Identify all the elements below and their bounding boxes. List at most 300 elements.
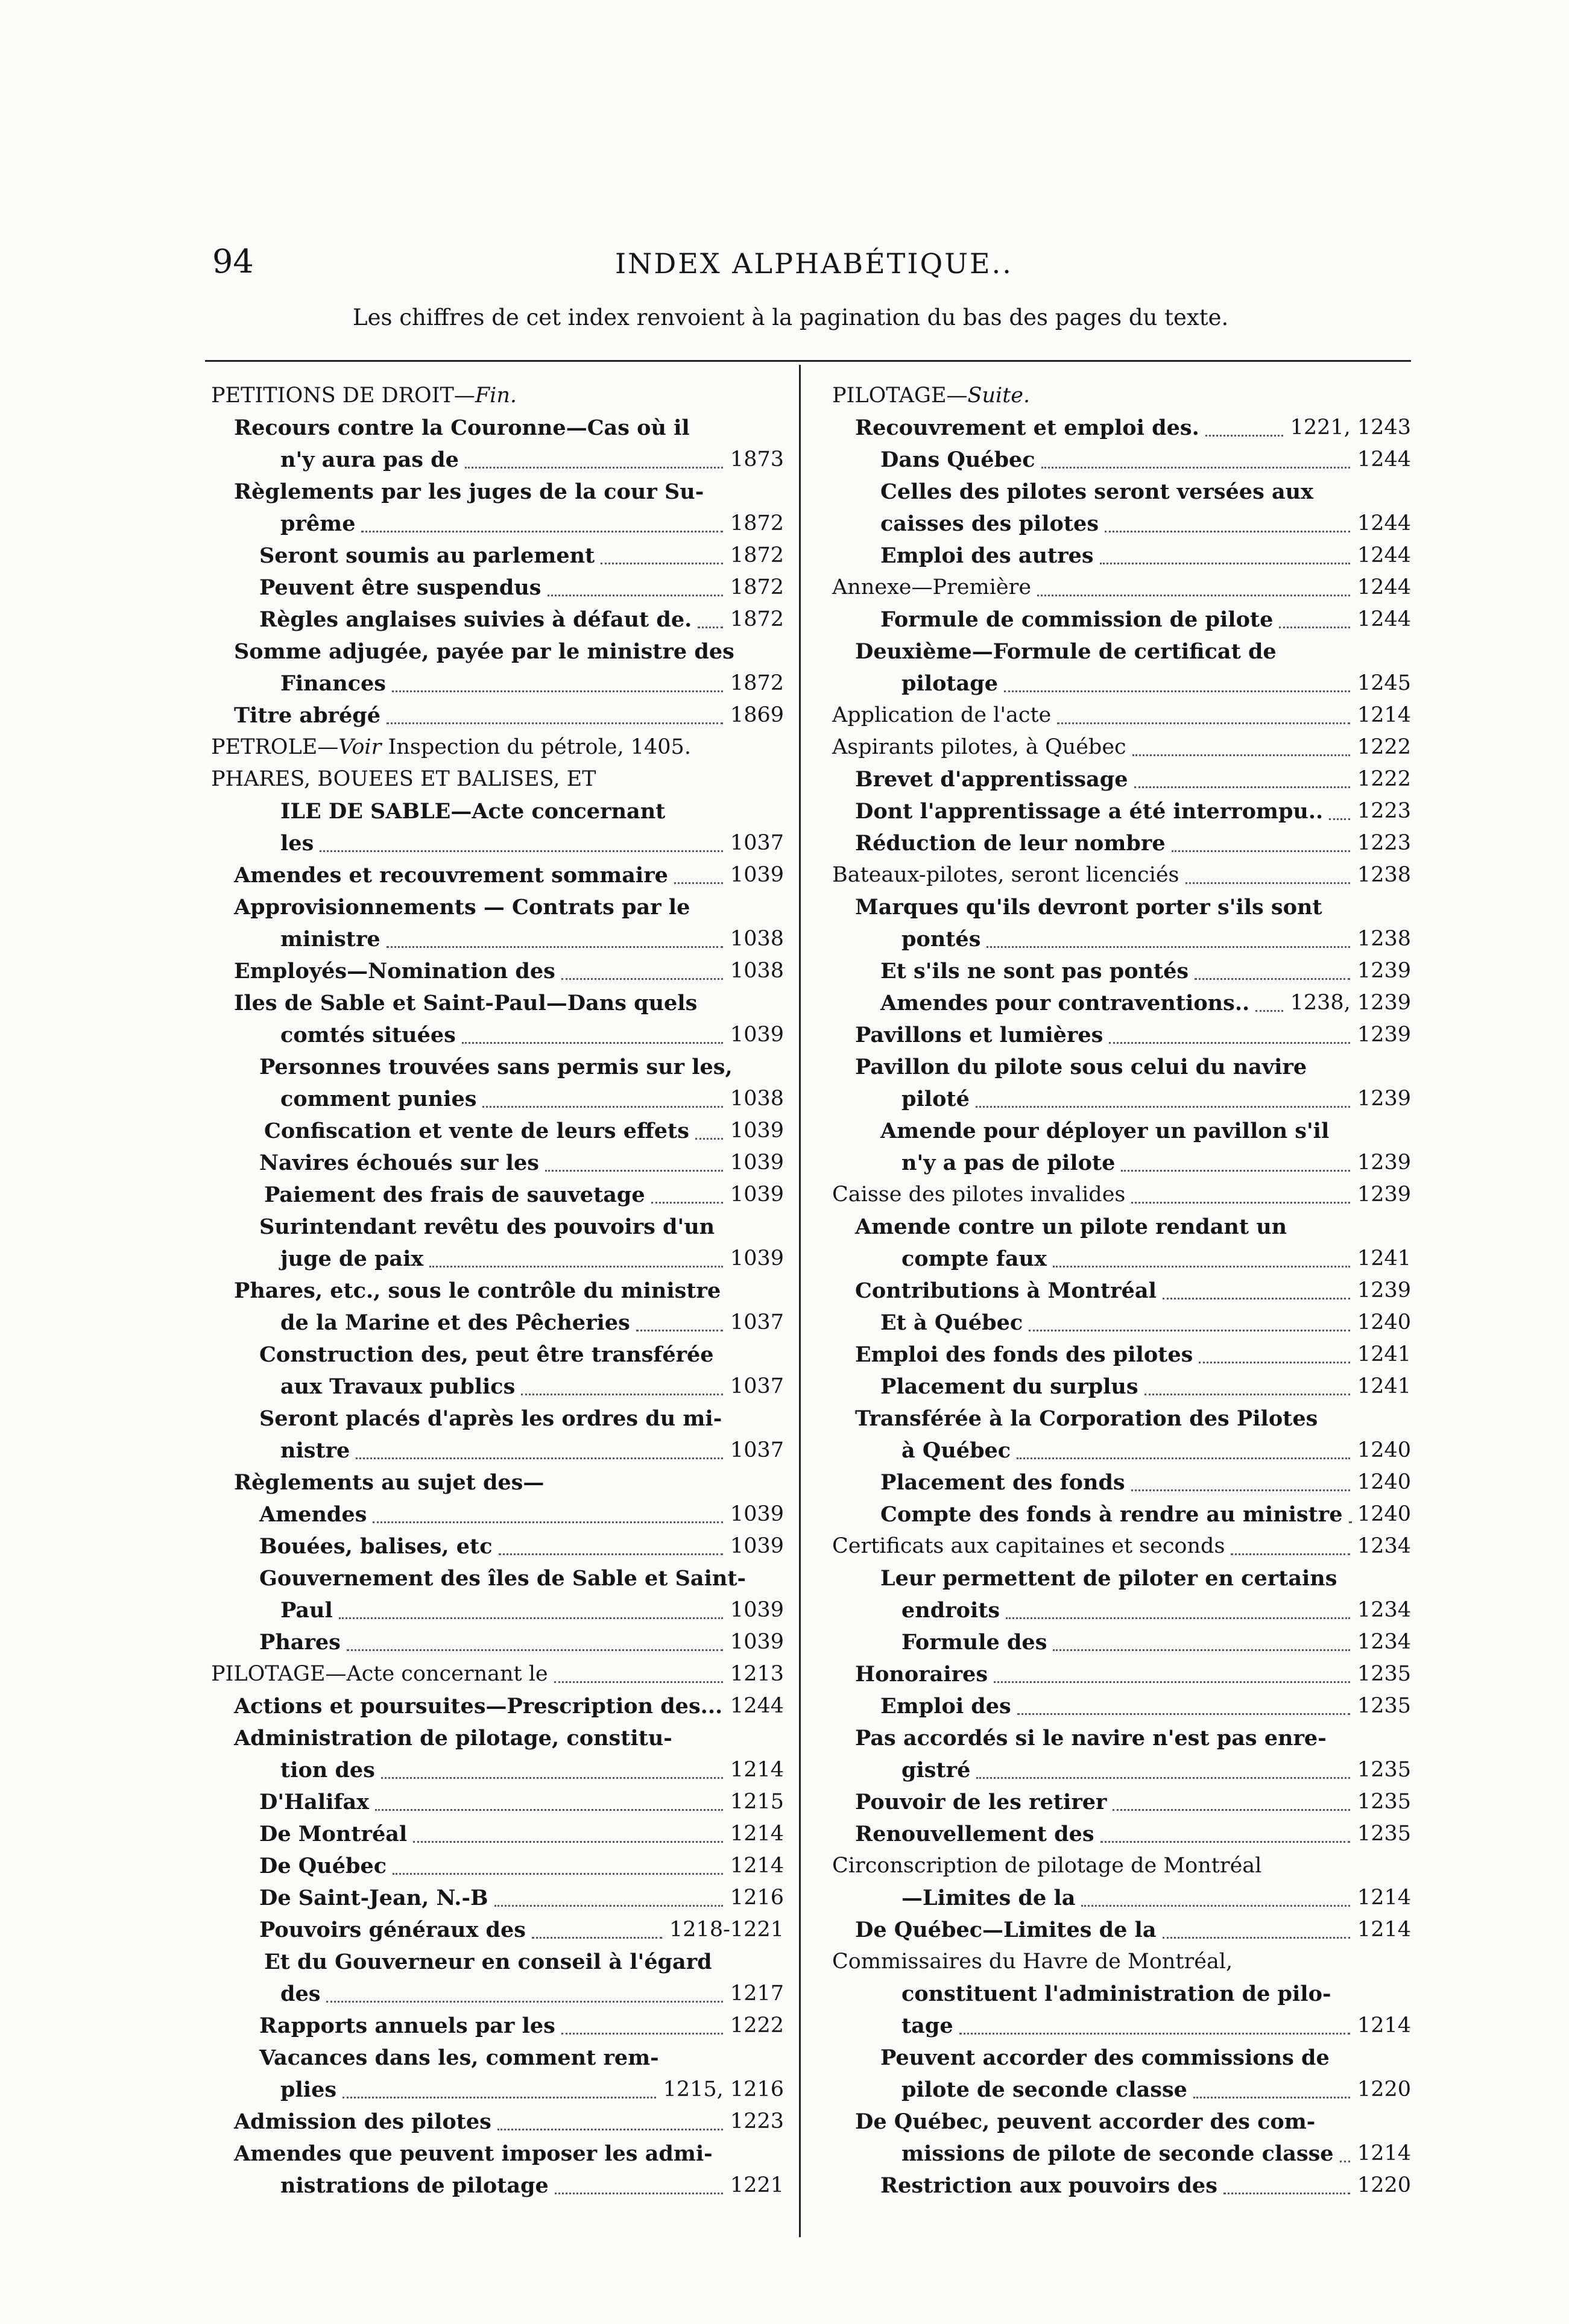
entry-text: nistre bbox=[280, 1438, 350, 1463]
index-entry bbox=[211, 2010, 784, 2042]
entry-text-part: Inspection du pétrole, 1405. bbox=[381, 735, 691, 759]
index-entry bbox=[832, 955, 1411, 987]
index-entry bbox=[832, 2170, 1411, 2202]
page-reference: 1216 bbox=[730, 1886, 784, 1910]
index-entry bbox=[832, 1403, 1411, 1435]
entry-text: Surintendant revêtu des pouvoirs d'un bbox=[259, 1214, 715, 1239]
index-entry bbox=[211, 508, 784, 540]
page-reference: 1218-1221 bbox=[669, 1918, 784, 1942]
page-number: 94 bbox=[212, 242, 254, 280]
dot-leader bbox=[339, 1594, 723, 1619]
entry-text: Phares bbox=[259, 1630, 341, 1655]
entry-text: Seront placés d'après les ordres du mi- bbox=[259, 1406, 722, 1431]
dot-leader bbox=[465, 444, 723, 469]
entry-text: Navires échoués sur les bbox=[259, 1151, 539, 1175]
dot-leader bbox=[499, 1530, 723, 1555]
dot-leader bbox=[521, 1371, 723, 1395]
entry-text: n'y aura pas de bbox=[280, 447, 459, 472]
entry-text: De Québec, peuvent accorder des com- bbox=[855, 2109, 1316, 2134]
dot-leader bbox=[1053, 1243, 1350, 1268]
entry-text-part: PETROLE— bbox=[211, 735, 339, 759]
index-entry bbox=[832, 1083, 1411, 1115]
entry-text: Emploi des autres bbox=[880, 543, 1094, 568]
index-entry bbox=[211, 891, 784, 923]
index-entry bbox=[832, 1498, 1411, 1530]
page-reference: 1238 bbox=[1357, 927, 1411, 951]
page-reference: 1220 bbox=[1357, 2173, 1411, 2197]
page-reference: 1240 bbox=[1357, 1470, 1411, 1494]
entry-text: Confiscation et vente de leurs effets bbox=[264, 1119, 689, 1143]
page-reference: 1869 bbox=[730, 703, 784, 727]
entry-text: Amendes et recouvrement sommaire bbox=[234, 863, 668, 888]
dot-leader bbox=[1100, 540, 1350, 564]
index-entry bbox=[211, 1946, 784, 1978]
index-entry bbox=[211, 1626, 784, 1658]
entry-text: Celles des pilotes seront versées aux bbox=[880, 479, 1313, 504]
index-entry bbox=[211, 1403, 784, 1435]
index-entry bbox=[211, 1115, 784, 1147]
entry-text: Emploi des bbox=[880, 1694, 1011, 1719]
dot-leader bbox=[1105, 508, 1350, 532]
page-reference: 1039 bbox=[730, 1119, 784, 1143]
entry-text: Dont l'apprentissage a été interrompu.. bbox=[855, 799, 1324, 824]
index-entry bbox=[211, 1371, 784, 1403]
entry-text: Pavillons et lumières bbox=[855, 1023, 1103, 1047]
entry-text: Somme adjugée, payée par le ministre des bbox=[234, 639, 734, 664]
page-reference: 1038 bbox=[730, 959, 784, 983]
dot-leader bbox=[343, 2074, 656, 2098]
entry-text: Bateaux-pilotes, seront licenciés bbox=[832, 863, 1179, 887]
dot-leader bbox=[356, 1435, 723, 1459]
entry-text: constituent l'administration de pilo- bbox=[901, 1981, 1331, 2006]
dot-leader bbox=[1193, 2074, 1350, 2098]
index-entry bbox=[211, 1083, 784, 1115]
page-reference: 1239 bbox=[1357, 1087, 1411, 1111]
entry-text bbox=[211, 380, 517, 412]
entry-text: Aspirants pilotes, à Québec bbox=[832, 735, 1126, 759]
entry-text: comtés situées bbox=[280, 1023, 456, 1047]
dot-leader bbox=[361, 508, 723, 532]
index-entry bbox=[832, 859, 1411, 891]
dot-leader bbox=[1131, 1179, 1350, 1204]
entry-text: pilotage bbox=[901, 671, 998, 696]
entry-text: Dans Québec bbox=[880, 447, 1035, 472]
entry-text: De Montréal bbox=[259, 1822, 408, 1846]
dot-leader bbox=[387, 923, 723, 948]
index-entry bbox=[832, 1690, 1411, 1722]
index-entry bbox=[211, 412, 784, 444]
page-reference: 1221 bbox=[730, 2173, 784, 2197]
running-title: INDEX ALPHABÉTIQUE.. bbox=[615, 247, 1013, 280]
dot-leader bbox=[698, 604, 723, 628]
index-entry bbox=[211, 1978, 784, 2010]
page-reference: 1214 bbox=[730, 1822, 784, 1846]
entry-text: Emploi des fonds des pilotes bbox=[855, 1342, 1193, 1367]
entry-text: Règlements par les juges de la cour Su- bbox=[234, 479, 704, 504]
index-entry bbox=[832, 1051, 1411, 1083]
index-entry bbox=[832, 2074, 1411, 2106]
index-entry bbox=[832, 1339, 1411, 1371]
index-entry bbox=[832, 636, 1411, 668]
index-entry bbox=[832, 1914, 1411, 1946]
page-reference: 1038 bbox=[730, 1087, 784, 1111]
page-reference: 1214 bbox=[1357, 2013, 1411, 2038]
entry-text-part: PILOTAGE— bbox=[832, 384, 968, 408]
entry-text: Et à Québec bbox=[880, 1310, 1023, 1335]
dot-leader bbox=[1081, 1882, 1350, 1907]
entry-text: Recouvrement et emploi des. bbox=[855, 415, 1199, 440]
page-reference: 1235 bbox=[1357, 1662, 1411, 1686]
entry-text: des bbox=[280, 1981, 321, 2006]
page-reference: 1039 bbox=[730, 1151, 784, 1175]
page-reference: 1240 bbox=[1357, 1310, 1411, 1334]
entry-text: missions de pilote de seconde classe bbox=[901, 2141, 1334, 2166]
entry-text: à Québec bbox=[901, 1438, 1011, 1463]
entry-text: Circonscription de pilotage de Montréal bbox=[832, 1854, 1262, 1878]
page-reference: 1039 bbox=[730, 1598, 784, 1622]
page-reference: 1213 bbox=[730, 1662, 784, 1686]
page-reference: 1872 bbox=[730, 575, 784, 599]
entry-text: Titre abrégé bbox=[234, 703, 381, 728]
entry-text bbox=[211, 731, 691, 763]
index-entry bbox=[832, 412, 1411, 444]
entry-text: Marques qu'ils devront porter s'ils sont bbox=[855, 895, 1322, 920]
dot-leader bbox=[636, 1307, 723, 1331]
index-entry bbox=[832, 795, 1411, 827]
dot-leader bbox=[1231, 1530, 1350, 1555]
page-reference: 1241 bbox=[1357, 1374, 1411, 1398]
entry-text: Amende pour déployer un pavillon s'il bbox=[880, 1119, 1330, 1143]
dot-leader bbox=[1349, 1498, 1350, 1523]
page-reference: 1873 bbox=[730, 447, 784, 472]
dot-leader bbox=[347, 1626, 723, 1651]
entry-text: Et s'ils ne sont pas pontés bbox=[880, 959, 1189, 984]
dot-leader bbox=[976, 1083, 1350, 1108]
index-entry bbox=[211, 1051, 784, 1083]
entry-text: Réduction de leur nombre bbox=[855, 831, 1166, 856]
index-entry bbox=[832, 476, 1411, 508]
page-reference: 1244 bbox=[1357, 543, 1411, 567]
page-reference: 1037 bbox=[730, 831, 784, 855]
index-entry bbox=[832, 668, 1411, 699]
entry-text-part: Voir bbox=[338, 735, 382, 759]
page-reference: 1238 bbox=[1357, 863, 1411, 887]
dot-leader bbox=[554, 1658, 723, 1683]
dot-leader bbox=[373, 1498, 723, 1523]
index-entry bbox=[211, 572, 784, 604]
index-entry bbox=[211, 604, 784, 636]
entry-text: Approvisionnements — Contrats par le bbox=[234, 895, 690, 920]
index-entry bbox=[211, 1275, 784, 1307]
dot-leader bbox=[561, 955, 723, 980]
entry-text: Amendes bbox=[259, 1502, 367, 1527]
dot-leader bbox=[976, 1754, 1350, 1779]
page-reference: 1234 bbox=[1357, 1598, 1411, 1622]
dot-leader bbox=[1121, 1147, 1350, 1172]
dot-leader bbox=[1223, 2170, 1350, 2194]
page-reference: 1214 bbox=[1357, 1886, 1411, 1910]
entry-text: pontés bbox=[901, 927, 981, 952]
page-reference: 1244 bbox=[730, 1694, 784, 1718]
index-entry bbox=[832, 763, 1411, 795]
page-reference: 1872 bbox=[730, 671, 784, 695]
index-entry bbox=[832, 1371, 1411, 1403]
index-entry bbox=[211, 1882, 784, 1914]
page-reference: 1234 bbox=[1357, 1534, 1411, 1558]
index-entry bbox=[211, 476, 784, 508]
dot-leader bbox=[1029, 1307, 1350, 1331]
index-entry bbox=[211, 1530, 784, 1562]
page-reference: 1039 bbox=[730, 1502, 784, 1526]
index-entry bbox=[832, 1850, 1411, 1882]
dot-leader bbox=[1037, 572, 1350, 596]
index-entry bbox=[211, 2106, 784, 2138]
index-note: Les chiffres de cet index renvoient à la pagination du bas des pages du texte. bbox=[353, 305, 1229, 330]
dot-leader bbox=[1279, 604, 1350, 628]
index-entry bbox=[211, 731, 784, 763]
entry-text: Règles anglaises suivies à défaut de. bbox=[259, 607, 692, 632]
entry-text: Pavillon du pilote sous celui du navire bbox=[855, 1055, 1307, 1079]
dot-leader bbox=[1199, 1339, 1350, 1363]
page-reference: 1221, 1243 bbox=[1290, 415, 1411, 440]
index-entry bbox=[211, 795, 784, 827]
entry-text: Leur permettent de piloter en certains bbox=[880, 1566, 1337, 1591]
entry-text: D'Halifax bbox=[259, 1790, 370, 1814]
page-reference: 1241 bbox=[1357, 1342, 1411, 1366]
index-entry bbox=[832, 1307, 1411, 1339]
dot-leader bbox=[387, 699, 723, 724]
entry-text: Amende contre un pilote rendant un bbox=[855, 1214, 1287, 1239]
page-reference: 1214 bbox=[1357, 2141, 1411, 2165]
index-entry bbox=[211, 1914, 784, 1946]
dot-leader bbox=[429, 1243, 723, 1268]
page-reference: 1240 bbox=[1357, 1438, 1411, 1462]
entry-text: Annexe—Première bbox=[832, 575, 1032, 599]
entry-text: juge de paix bbox=[280, 1246, 424, 1271]
entry-text: Amendes que peuvent imposer les admi- bbox=[234, 2141, 713, 2166]
page-reference: 1241 bbox=[1357, 1246, 1411, 1271]
dot-leader bbox=[1144, 1371, 1350, 1395]
entry-text: Et du Gouverneur en conseil à l'égard bbox=[264, 1950, 712, 1974]
entry-text-part: PETITIONS DE DROIT— bbox=[211, 384, 475, 408]
entry-text: tage bbox=[901, 2013, 953, 2038]
dot-leader bbox=[497, 2106, 723, 2130]
index-entry bbox=[832, 2042, 1411, 2074]
index-entry bbox=[832, 1594, 1411, 1626]
index-entry bbox=[832, 731, 1411, 763]
entry-text: —Limites de la bbox=[901, 1886, 1076, 1910]
page-reference: 1037 bbox=[730, 1438, 784, 1462]
page-reference: 1872 bbox=[730, 607, 784, 631]
page-reference: 1872 bbox=[730, 511, 784, 535]
dot-leader bbox=[1100, 1818, 1350, 1843]
page-reference: 1222 bbox=[1357, 735, 1411, 759]
entry-text: Commissaires du Havre de Montréal, bbox=[832, 1950, 1233, 1974]
entry-text: comment punies bbox=[280, 1087, 477, 1111]
dot-leader bbox=[1041, 444, 1350, 469]
index-entry bbox=[211, 2042, 784, 2074]
entry-text: De Québec bbox=[259, 1854, 387, 1878]
index-entry bbox=[211, 444, 784, 476]
entry-text: PILOTAGE—Acte concernant le bbox=[211, 1662, 548, 1686]
index-entry bbox=[832, 1946, 1411, 1978]
entry-text: Caisse des pilotes invalides bbox=[832, 1183, 1126, 1207]
index-entry bbox=[832, 1275, 1411, 1307]
index-entry bbox=[211, 2074, 784, 2106]
index-entry bbox=[832, 1562, 1411, 1594]
index-entry bbox=[211, 668, 784, 699]
index-entry bbox=[211, 923, 784, 955]
index-entry bbox=[211, 2170, 784, 2202]
index-entry bbox=[211, 1786, 784, 1818]
entry-text: Deuxième—Formule de certificat de bbox=[855, 639, 1277, 664]
entry-text: n'y a pas de pilote bbox=[901, 1151, 1116, 1175]
index-entry bbox=[211, 1243, 784, 1275]
index-entry bbox=[832, 1147, 1411, 1179]
entry-text: Pouvoir de les retirer bbox=[855, 1790, 1107, 1814]
entry-text: de la Marine et des Pêcheries bbox=[280, 1310, 630, 1335]
page-reference: 1039 bbox=[730, 863, 784, 887]
page-reference: 1214 bbox=[730, 1758, 784, 1782]
entry-text: Actions et poursuites—Prescription des... bbox=[234, 1694, 723, 1719]
page-reference: 1038 bbox=[730, 927, 784, 951]
index-entry bbox=[832, 2106, 1411, 2138]
entry-text: Recours contre la Couronne—Cas où il bbox=[234, 415, 690, 440]
page-reference: 1244 bbox=[1357, 447, 1411, 472]
index-entry bbox=[832, 1019, 1411, 1051]
dot-leader bbox=[1113, 1786, 1350, 1811]
entry-text: Paiement des frais de sauvetage bbox=[264, 1183, 645, 1207]
page-reference: 1215, 1216 bbox=[663, 2077, 784, 2101]
entry-text: Placement des fonds bbox=[880, 1470, 1125, 1495]
page-reference: 1235 bbox=[1357, 1758, 1411, 1782]
index-entry bbox=[832, 380, 1411, 412]
page-reference: 1239 bbox=[1357, 1151, 1411, 1175]
dot-leader bbox=[548, 572, 723, 596]
index-entry bbox=[211, 1754, 784, 1786]
dot-leader bbox=[1053, 1626, 1350, 1651]
page-reference: 1037 bbox=[730, 1310, 784, 1334]
dot-leader bbox=[994, 1658, 1350, 1683]
index-column-left bbox=[211, 380, 784, 2202]
entry-text-part: Fin. bbox=[475, 384, 517, 408]
entry-text: Rapports annuels par les bbox=[259, 2013, 555, 2038]
dot-leader bbox=[651, 1179, 723, 1204]
index-entry bbox=[832, 1754, 1411, 1786]
dot-leader bbox=[674, 859, 723, 884]
index-entry bbox=[211, 1722, 784, 1754]
entry-text: Brevet d'apprentissage bbox=[855, 767, 1128, 792]
entry-text: PHARES, BOUEES ET BALISES, ET bbox=[211, 767, 596, 791]
entry-text: Amendes pour contraventions.. bbox=[880, 991, 1250, 1015]
index-entry bbox=[211, 827, 784, 859]
page-reference: 1215 bbox=[730, 1790, 784, 1814]
dot-leader bbox=[1163, 1914, 1350, 1939]
entry-text: De Saint-Jean, N.-B bbox=[259, 1886, 488, 1910]
page-reference: 1223 bbox=[730, 2109, 784, 2133]
dot-leader bbox=[555, 2170, 723, 2194]
page-reference: 1244 bbox=[1357, 607, 1411, 631]
entry-text: nistrations de pilotage bbox=[280, 2173, 549, 2198]
index-entry bbox=[211, 1435, 784, 1467]
entry-text: Placement du surplus bbox=[880, 1374, 1138, 1399]
dot-leader bbox=[959, 2010, 1350, 2035]
dot-leader bbox=[1131, 1467, 1350, 1491]
dot-leader bbox=[987, 923, 1350, 948]
index-entry bbox=[211, 1658, 784, 1690]
index-entry bbox=[832, 1626, 1411, 1658]
dot-leader bbox=[1329, 795, 1350, 820]
index-entry bbox=[832, 540, 1411, 572]
entry-text: endroits bbox=[901, 1598, 1000, 1623]
dot-leader bbox=[392, 668, 723, 692]
index-entry bbox=[832, 1467, 1411, 1498]
index-entry bbox=[211, 540, 784, 572]
dot-leader bbox=[1172, 827, 1350, 852]
index-entry bbox=[832, 1243, 1411, 1275]
entry-text: Employés—Nomination des bbox=[234, 959, 555, 984]
entry-text: Application de l'acte bbox=[832, 703, 1052, 727]
entry-text: Admission des pilotes bbox=[234, 2109, 491, 2134]
header-rule bbox=[205, 360, 1411, 362]
column-divider bbox=[799, 365, 801, 2237]
dot-leader bbox=[326, 1978, 723, 2003]
index-entry bbox=[832, 604, 1411, 636]
entry-text: Contributions à Montréal bbox=[855, 1278, 1157, 1303]
entry-text: caisses des pilotes bbox=[880, 511, 1099, 536]
entry-text: Pas accordés si le navire n'est pas enre- bbox=[855, 1726, 1327, 1751]
entry-text-part: Suite. bbox=[967, 384, 1031, 408]
index-entry bbox=[211, 1211, 784, 1243]
page-reference: 1244 bbox=[1357, 575, 1411, 599]
index-entry bbox=[211, 1562, 784, 1594]
dot-leader bbox=[695, 1115, 723, 1140]
entry-text bbox=[832, 380, 1030, 412]
dot-leader bbox=[1017, 1690, 1350, 1715]
index-entry bbox=[211, 699, 784, 731]
entry-text: Transférée à la Corporation des Pilotes bbox=[855, 1406, 1318, 1431]
index-entry bbox=[211, 1179, 784, 1211]
page-reference: 1223 bbox=[1357, 799, 1411, 823]
entry-text: Gouvernement des îles de Sable et Saint- bbox=[259, 1566, 747, 1591]
index-entry bbox=[211, 763, 784, 795]
entry-text: Honoraires bbox=[855, 1662, 988, 1687]
dot-leader bbox=[494, 1882, 723, 1907]
dot-leader bbox=[462, 1019, 723, 1044]
index-entry bbox=[832, 444, 1411, 476]
page-reference: 1240 bbox=[1357, 1502, 1411, 1526]
entry-text: Compte des fonds à rendre au ministre bbox=[880, 1502, 1343, 1527]
dot-leader bbox=[601, 540, 723, 564]
entry-text: ministre bbox=[280, 927, 380, 952]
entry-text: Vacances dans les, comment rem- bbox=[259, 2045, 659, 2070]
entry-text: Formule des bbox=[901, 1630, 1047, 1655]
entry-text: Phares, etc., sous le contrôle du ministre bbox=[234, 1278, 721, 1303]
page-reference: 1214 bbox=[1357, 703, 1411, 727]
entry-text: compte faux bbox=[901, 1246, 1047, 1271]
index-entry bbox=[211, 859, 784, 891]
entry-text: Paul bbox=[280, 1598, 333, 1623]
index-entry bbox=[832, 2138, 1411, 2170]
index-entry bbox=[832, 987, 1411, 1019]
entry-text: De Québec—Limites de la bbox=[855, 1918, 1157, 1942]
page-reference: 1039 bbox=[730, 1183, 784, 1207]
dot-leader bbox=[1255, 987, 1283, 1012]
index-entry bbox=[832, 1179, 1411, 1211]
index-entry bbox=[832, 1786, 1411, 1818]
index-column-right bbox=[832, 380, 1411, 2202]
page-reference: 1039 bbox=[730, 1630, 784, 1654]
